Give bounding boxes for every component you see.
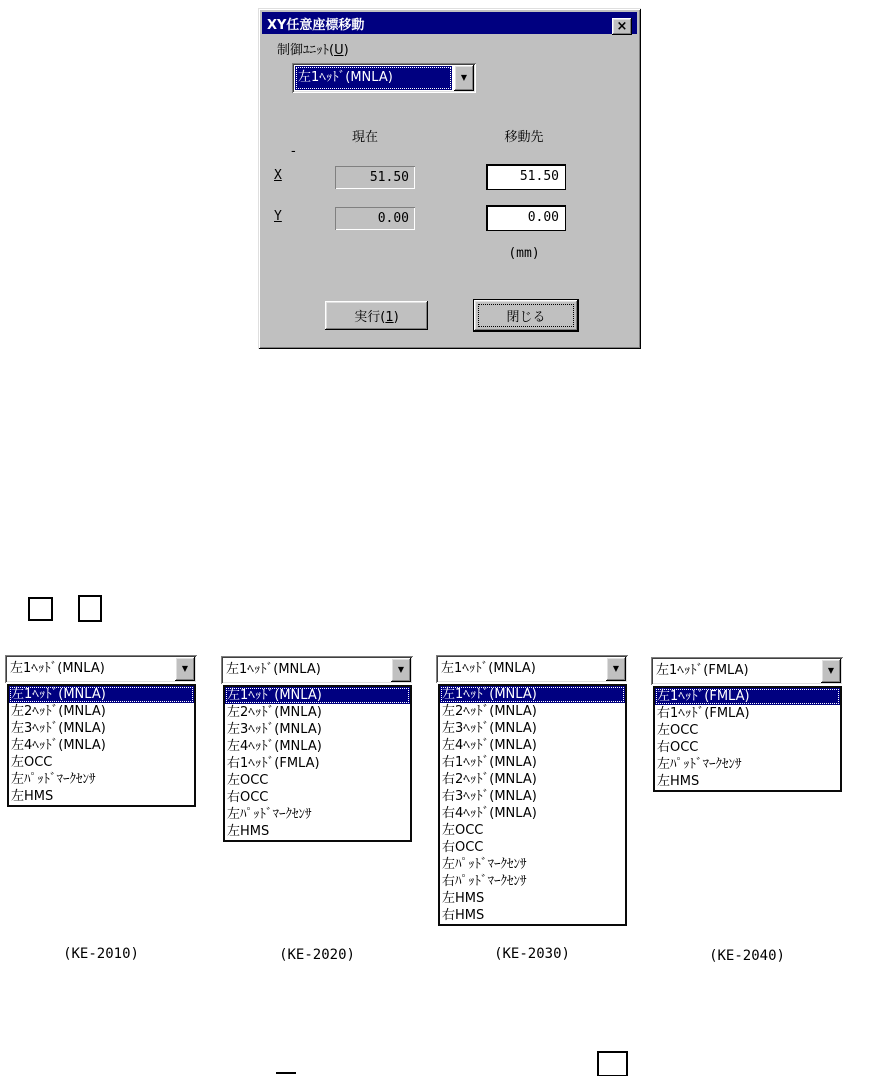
button-accelerator: 1	[385, 310, 394, 325]
dropdown-figure-ke-2030	[436, 655, 628, 962]
figure-caption: (KE-2040)	[709, 948, 785, 964]
list-item[interactable]: 左HMS	[9, 788, 194, 805]
chevron-down-icon: ▼	[460, 73, 468, 82]
dropdown-figure-ke-2020	[221, 656, 413, 963]
combobox-value: 左1ﾍｯﾄﾞ(MNLA)	[10, 661, 105, 676]
list-item[interactable]: 左HMS	[655, 773, 840, 790]
list-item[interactable]: 左1ﾍｯﾄﾞ(FMLA)	[655, 688, 840, 705]
button-text: 実行(	[354, 310, 386, 325]
column-header-current: 現在	[351, 130, 378, 145]
list-item[interactable]: 左HMS	[225, 823, 410, 840]
dropdown-figure-ke-2010	[5, 655, 197, 962]
list-item[interactable]: 右1ﾍｯﾄﾞ(MNLA)	[440, 754, 625, 771]
list-item[interactable]: 左OCC	[655, 722, 840, 739]
figure-caption: (KE-2010)	[63, 946, 139, 962]
dialog-title: XY任意座標移動	[267, 17, 365, 33]
combobox-dropdown-button[interactable]	[821, 659, 841, 683]
control-unit-combobox[interactable]	[5, 655, 197, 683]
list-item[interactable]: 右1ﾍｯﾄﾞ(FMLA)	[655, 705, 840, 722]
control-unit-combobox[interactable]	[436, 655, 628, 683]
list-item[interactable]: 右OCC	[225, 789, 410, 806]
close-icon: ×	[616, 19, 628, 34]
button-text: )	[393, 310, 399, 325]
list-item[interactable]: 右OCC	[440, 839, 625, 856]
list-item[interactable]: 左4ﾍｯﾄﾞ(MNLA)	[9, 737, 194, 754]
placeholder-box-2	[78, 595, 102, 622]
list-item[interactable]: 左2ﾍｯﾄﾞ(MNLA)	[9, 703, 194, 720]
column-header-target: 移動先	[504, 130, 544, 145]
list-item[interactable]: 左OCC	[225, 772, 410, 789]
control-unit-combobox[interactable]	[651, 657, 843, 685]
list-item[interactable]: 右4ﾍｯﾄﾞ(MNLA)	[440, 805, 625, 822]
list-item[interactable]: 左HMS	[440, 890, 625, 907]
control-unit-label	[277, 39, 349, 58]
list-item[interactable]: 左4ﾍｯﾄﾞ(MNLA)	[440, 737, 625, 754]
underline-mark	[276, 1072, 296, 1074]
x-row-label: X	[274, 168, 282, 183]
control-unit-list	[653, 686, 842, 792]
y-row-label: Y	[274, 209, 282, 224]
close-dialog-button-label: 閉じる	[506, 310, 546, 325]
chevron-down-icon: ▼	[397, 665, 405, 674]
label-accelerator: U	[334, 43, 344, 58]
list-item[interactable]: 左1ﾍｯﾄﾞ(MNLA)	[9, 686, 194, 703]
combobox-dropdown-button[interactable]	[606, 657, 626, 681]
combobox-dropdown-button[interactable]	[391, 658, 411, 682]
list-item[interactable]: 左ﾊﾟｯﾄﾞﾏｰｸｾﾝｻ	[225, 806, 410, 823]
list-item[interactable]: 右ﾊﾟｯﾄﾞﾏｰｸｾﾝｻ	[440, 873, 625, 890]
list-item[interactable]: 右1ﾍｯﾄﾞ(FMLA)	[225, 755, 410, 772]
control-unit-list	[7, 684, 196, 807]
list-item[interactable]: 左3ﾍｯﾄﾞ(MNLA)	[225, 721, 410, 738]
list-item[interactable]: 左ﾊﾟｯﾄﾞﾏｰｸｾﾝｻ	[9, 771, 194, 788]
label-text: 制御ﾕﾆｯﾄ(	[277, 43, 335, 58]
x-target-input[interactable]: 51.50	[486, 164, 566, 190]
x-current-field: 51.50	[335, 166, 415, 189]
combobox-value: 左1ﾍｯﾄﾞ(MNLA)	[226, 662, 321, 677]
y-current-field: 0.00	[335, 207, 415, 230]
dialog-titlebar[interactable]	[262, 12, 637, 34]
list-item[interactable]: 左3ﾍｯﾄﾞ(MNLA)	[440, 720, 625, 737]
list-item[interactable]: 右3ﾍｯﾄﾞ(MNLA)	[440, 788, 625, 805]
list-item[interactable]: 右2ﾍｯﾄﾞ(MNLA)	[440, 771, 625, 788]
chevron-down-icon: ▼	[612, 664, 620, 673]
list-item[interactable]: 左1ﾍｯﾄﾞ(MNLA)	[440, 686, 625, 703]
combobox-dropdown-button[interactable]	[175, 657, 195, 681]
placeholder-box-3	[597, 1051, 628, 1076]
list-item[interactable]: 左4ﾍｯﾄﾞ(MNLA)	[225, 738, 410, 755]
list-item[interactable]: 左3ﾍｯﾄﾞ(MNLA)	[9, 720, 194, 737]
execute-button[interactable]	[325, 301, 428, 330]
label-text: )	[343, 43, 349, 58]
close-dialog-button[interactable]	[473, 299, 579, 332]
control-unit-combobox[interactable]	[292, 63, 476, 93]
list-item[interactable]: 左2ﾍｯﾄﾞ(MNLA)	[440, 703, 625, 720]
combobox-dropdown-button[interactable]	[454, 65, 474, 91]
close-button[interactable]	[612, 18, 632, 35]
placeholder-box-1	[28, 597, 53, 621]
control-unit-list	[438, 684, 627, 926]
list-item[interactable]: 左OCC	[440, 822, 625, 839]
unit-label: (mm)	[508, 246, 540, 261]
dropdown-figure-ke-2040	[651, 657, 843, 964]
list-item[interactable]: 右OCC	[655, 739, 840, 756]
list-item[interactable]: 左1ﾍｯﾄﾞ(MNLA)	[225, 687, 410, 704]
combobox-value: 左1ﾍｯﾄﾞ(MNLA)	[441, 661, 536, 676]
chevron-down-icon: ▼	[181, 664, 189, 673]
list-item[interactable]: 左OCC	[9, 754, 194, 771]
list-item[interactable]: 左2ﾍｯﾄﾞ(MNLA)	[225, 704, 410, 721]
list-item[interactable]: 左ﾊﾟｯﾄﾞﾏｰｸｾﾝｻ	[440, 856, 625, 873]
control-unit-combobox[interactable]	[221, 656, 413, 684]
list-item[interactable]: 左ﾊﾟｯﾄﾞﾏｰｸｾﾝｻ	[655, 756, 840, 773]
focus-rectangle	[478, 304, 574, 327]
y-target-input[interactable]: 0.00	[486, 205, 566, 231]
chevron-down-icon: ▼	[827, 666, 835, 675]
list-item[interactable]: 右HMS	[440, 907, 625, 924]
execute-button-label	[354, 306, 398, 325]
figure-caption: (KE-2030)	[494, 946, 570, 962]
combobox-value: 左1ﾍｯﾄﾞ(FMLA)	[656, 663, 749, 678]
stray-mark: -	[291, 144, 296, 159]
control-unit-list	[223, 685, 412, 842]
xy-move-dialog	[258, 8, 641, 349]
figure-caption: (KE-2020)	[279, 947, 355, 963]
combobox-selected-value: 左1ﾍｯﾄﾞ(MNLA)	[295, 66, 452, 90]
